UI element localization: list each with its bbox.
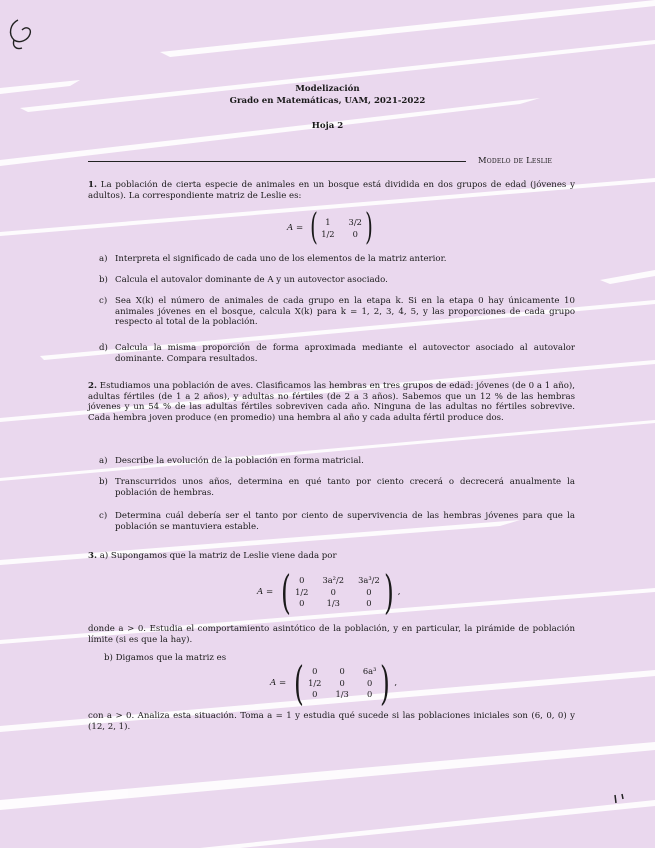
leslie-matrix-2 <box>257 565 401 619</box>
exercise-1-item-d <box>99 343 575 364</box>
exercise-2-item-c <box>99 511 575 532</box>
right-paren: ) <box>365 207 373 248</box>
matrix-cell: 0 <box>366 689 373 700</box>
matrix-cell: 3/2 <box>348 217 362 227</box>
matrix-cell: 0 <box>339 666 345 677</box>
exercise-2-item-b <box>99 477 575 498</box>
exercise-1-item-a <box>99 254 575 265</box>
item-label: c) <box>99 296 108 306</box>
left-paren: ( <box>294 656 305 710</box>
matrix-cell: 6a³ <box>362 666 377 677</box>
exercise-2-item-a <box>99 456 575 467</box>
item-text: Interpreta el significado de cada uno de los elementos de la matriz anterior. <box>115 254 447 264</box>
matrix-cell: 0 <box>339 677 345 688</box>
item-label: c) <box>99 511 108 521</box>
leslie-matrix-3 <box>270 656 398 710</box>
item-label: a) <box>99 456 108 466</box>
left-paren: ( <box>281 565 292 619</box>
matrix-cell: 0 <box>366 598 372 609</box>
exercise-number: 3. <box>88 551 97 561</box>
exercise-3-part-b-intro: b) Digamos que la matriz es <box>104 653 227 663</box>
matrix-cell: 1/2 <box>321 228 335 239</box>
matrix-cell: 0 <box>352 228 358 239</box>
item-label: b) <box>99 275 108 285</box>
exercise-text: a) Supongamos que la matriz de Leslie viene dada por <box>99 551 337 561</box>
section-title: Modelo de Leslie <box>478 155 553 165</box>
matrix-cell: 1/2 <box>295 586 309 597</box>
right-paren: ) <box>383 565 394 619</box>
matrix-cells <box>295 575 380 609</box>
item-text: Transcurridos unos años, determina en qué tanto por ciento crecerá o decrecerá anualmente la población de hembras. <box>115 477 575 498</box>
exercise-number: 2. <box>88 381 97 391</box>
exercise-2-statement <box>88 381 575 423</box>
exercise-3-part-a-text: donde a > 0. Estudia el comportamiento asintótico de la población, y en particular, la pirámide de población límite (si es que la hay). <box>88 624 575 645</box>
matrix-cell: 0 <box>366 677 373 688</box>
exercise-text: La población de cierta especie de animales en un bosque está dividida en dos grupos de edad (jóvenes y adultos). La correspondiente matriz de Leslie es: <box>88 180 575 201</box>
matrix-cell: 0 <box>312 666 318 677</box>
leslie-matrix-1 <box>287 207 376 248</box>
matrix-lhs: A = <box>270 677 287 688</box>
exercise-3-part-b-text: con a > 0. Analiza esta situación. Toma a = 1 y estudia qué sucede si las poblaciones iniciales son (6, 0, 0) y (12, 2, 1). <box>88 711 575 732</box>
right-paren: ) <box>380 656 391 710</box>
exercise-1-statement <box>88 180 575 201</box>
matrix-cell: 1/3 <box>335 689 349 700</box>
item-text: Calcula el autovalor dominante de A y un autovector asociado. <box>115 275 388 285</box>
exercise-text: Estudiamos una población de aves. Clasificamos las hembras en tres grupos de edad: jóvenes (de 0 a 1 año), adultas fértiles (de 1 a 2 años), y adultas no fértiles (de 2 a 3 años). Sabemos que un 12 % de las hembras jóvenes y un 54 % de las adultas fértiles sobreviven cada año. Ninguna de las adultas no fértiles sobrevive. Cada hembra joven produce (en promedio) una hembra al año y cada adulta fértil produce dos. <box>88 381 575 423</box>
exercise-number: 1. <box>88 180 97 190</box>
handwritten-scribble-icon <box>4 14 40 56</box>
matrix-lhs: A = <box>287 222 304 233</box>
matrix-comma: , <box>394 677 398 688</box>
handwritten-mark-icon <box>612 792 628 806</box>
item-text: Calcula la misma proporción de forma aproximada mediante el autovector asociado al autovalor dominante. Compara resultados. <box>115 343 575 364</box>
matrix-cell: 0 <box>366 586 372 597</box>
matrix-cell: 0 <box>299 598 305 609</box>
matrix-cell: 0 <box>299 575 305 586</box>
course-title: Modelización <box>295 84 360 94</box>
matrix-cells <box>308 666 376 700</box>
left-paren: ( <box>310 207 319 248</box>
item-text: Determina cuál debería ser el tanto por ciento de supervivencia de las hembras jóvenes para que la población se mantuviera estable. <box>115 511 575 532</box>
exercise-1-item-b <box>99 275 575 286</box>
matrix-cell: 1/2 <box>308 677 322 688</box>
item-label: d) <box>99 343 108 353</box>
exercise-1-item-c <box>99 296 575 328</box>
matrix-cell: 3a³/2 <box>358 575 380 586</box>
matrix-cell: 1/3 <box>326 598 340 609</box>
item-text: Describe la evolución de la población en forma matricial. <box>115 456 364 466</box>
sheet-title: Hoja 2 <box>311 121 344 131</box>
matrix-lhs: A = <box>257 586 274 597</box>
item-label: b) <box>99 477 108 487</box>
matrix-cell: 0 <box>330 586 336 597</box>
exercise-3-intro <box>88 551 575 562</box>
item-text: Sea X(k) el número de animales de cada grupo en la etapa k. Si en la etapa 0 hay únicamente 10 animales jóvenes en el bosque, calcula X(k) para k = 1, 2, 3, 4, 5, y las proporciones de cada grupo respecto al total de la población. <box>115 296 575 327</box>
matrix-cell: 0 <box>312 689 318 700</box>
matrix-comma: , <box>397 586 401 597</box>
matrix-cells <box>321 217 362 239</box>
matrix-cell: 3a²/2 <box>322 575 345 586</box>
matrix-cell: 1 <box>325 217 331 227</box>
item-label: a) <box>99 254 108 264</box>
header-rule <box>88 161 466 162</box>
course-subtitle: Grado en Matemáticas, UAM, 2021-2022 <box>229 96 426 106</box>
